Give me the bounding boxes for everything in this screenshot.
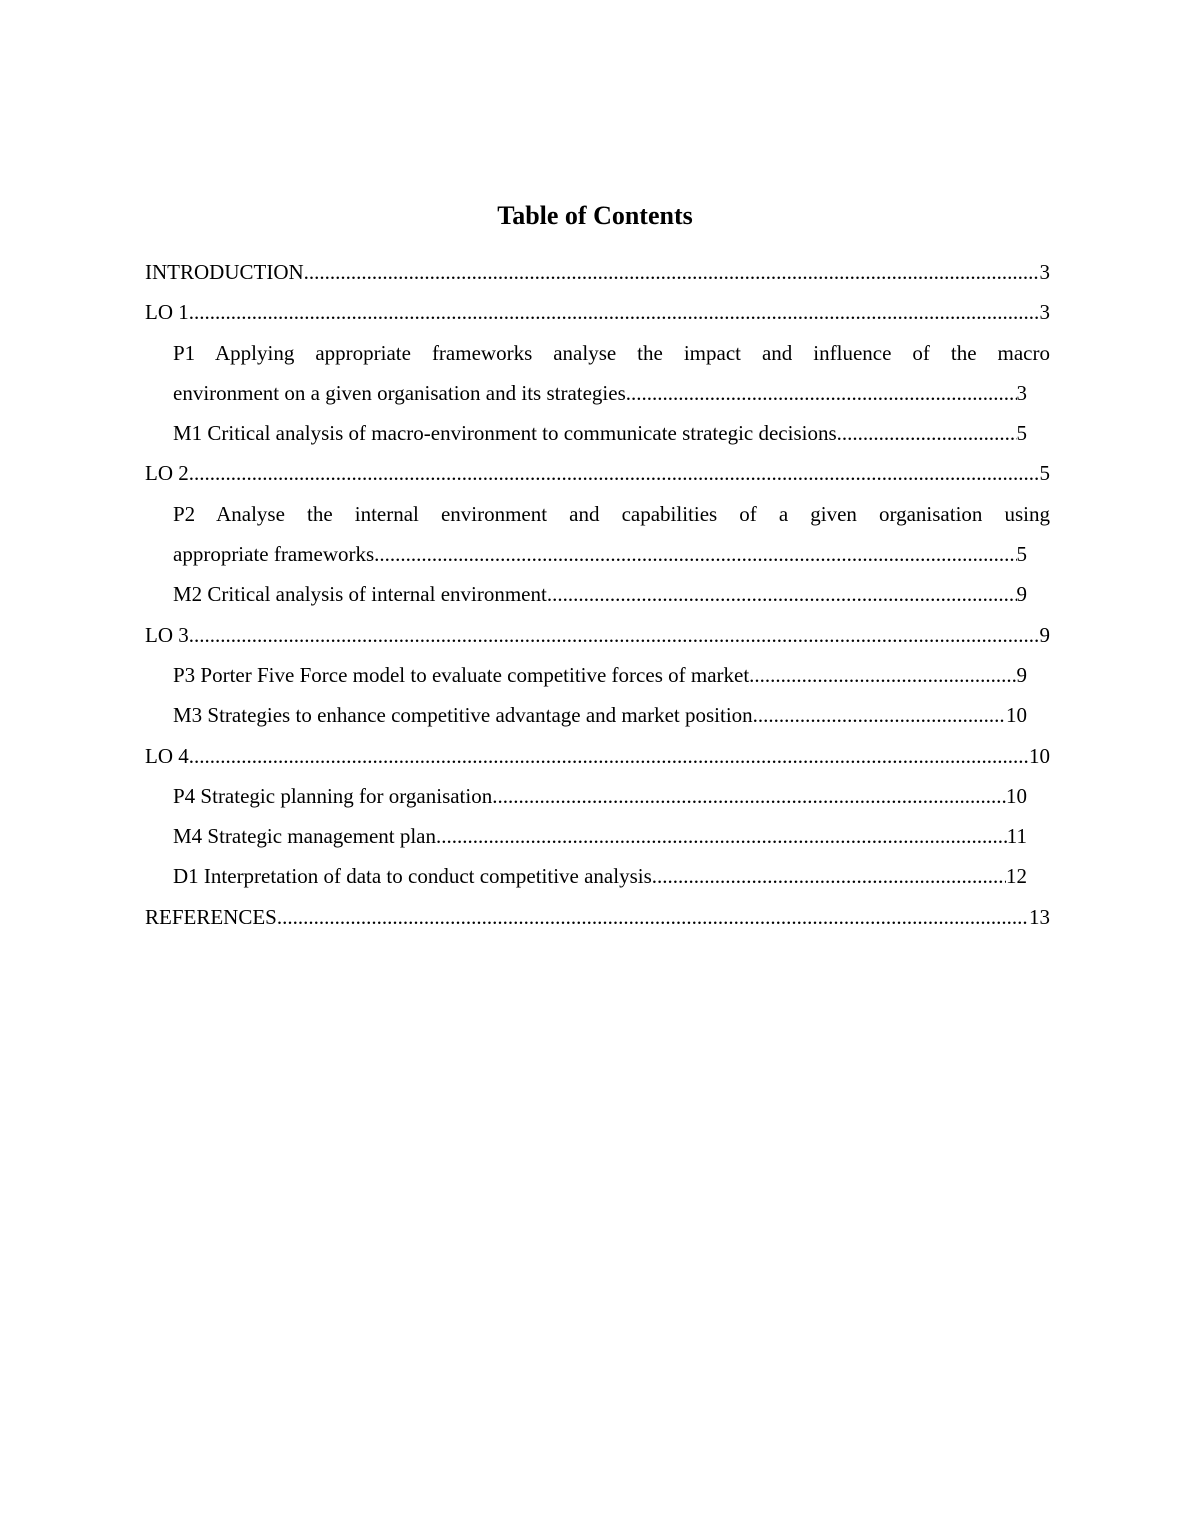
dot-leader [837, 416, 1017, 450]
dot-leader [374, 537, 1016, 571]
toc-entry-page: 5 [1016, 542, 1027, 567]
dot-leader [189, 456, 1040, 490]
toc-entry-page: 12 [1006, 864, 1027, 889]
toc-entry-page: 5 [1039, 461, 1050, 486]
dot-leader [652, 859, 1006, 893]
dot-leader [189, 295, 1040, 329]
dot-leader [277, 900, 1029, 934]
toc-entry-label: P3 Porter Five Force model to evaluate competitive forces of market [173, 662, 750, 687]
dot-leader [626, 376, 1017, 410]
toc-entry-m2[interactable] [173, 577, 1027, 617]
toc-entry-label: M4 Strategic management plan [173, 824, 437, 849]
toc-entry-m3[interactable] [173, 698, 1027, 738]
toc-entry-page: 3 [1039, 260, 1050, 284]
toc-entry-p4[interactable] [173, 779, 1027, 819]
toc-entry-page: 9 [1016, 582, 1027, 607]
toc-entry-label-line2: environment on a given organisation and its strategies [173, 380, 626, 405]
toc-entry-label: LO 4 [145, 743, 189, 768]
toc-entry-label: INTRODUCTION [145, 260, 304, 284]
toc-entry-page: 5 [1016, 421, 1027, 446]
toc-entry-d1[interactable] [173, 859, 1027, 899]
dot-leader [189, 618, 1040, 652]
toc-entry-page: 10 [1029, 743, 1050, 768]
toc-entry-label: P4 Strategic planning for organisation [173, 783, 493, 808]
toc-entry-label: LO 3 [145, 622, 189, 647]
toc-entry-label: M2 Critical analysis of internal environment [173, 582, 547, 607]
toc-entry-p2[interactable] [173, 497, 1050, 578]
toc-entry-m4[interactable] [173, 819, 1027, 859]
toc-entry-label-line1: P2 Analyse the internal environment and capabilities of a given organisation using [173, 501, 1050, 526]
toc-entry-page: 11 [1006, 824, 1027, 849]
toc-entry-m1[interactable] [173, 416, 1027, 456]
toc-entry-page: 9 [1039, 622, 1050, 647]
toc-entry-page: 10 [1006, 783, 1027, 808]
toc-entry-p1[interactable] [173, 336, 1050, 417]
toc-title: Table of Contents [497, 201, 693, 230]
toc-entry-label: REFERENCES [145, 904, 277, 929]
toc-entry-lo3[interactable] [145, 618, 1050, 658]
dot-leader [436, 819, 1007, 853]
toc-entry-page: 3 [1016, 380, 1027, 405]
toc-entry-references[interactable] [145, 900, 1050, 940]
dot-leader [492, 779, 1006, 813]
toc-entry-label-line2: appropriate frameworks [173, 542, 375, 567]
toc-entry-lo4[interactable] [145, 739, 1050, 779]
dot-leader [547, 577, 1017, 611]
toc-entry-label: LO 2 [145, 461, 189, 486]
dot-leader [304, 255, 1040, 289]
toc-entry-label: D1 Interpretation of data to conduct competitive analysis [173, 864, 652, 889]
toc-entry-label: LO 1 [145, 300, 189, 325]
dot-leader [189, 739, 1029, 773]
dot-leader [749, 658, 1016, 692]
toc-entry-label: M3 Strategies to enhance competitive advantage and market position [173, 703, 753, 728]
toc-entry-page: 10 [1006, 703, 1027, 728]
table-of-contents [145, 255, 1050, 940]
toc-entry-introduction[interactable] [145, 255, 1050, 295]
toc-entry-label: M1 Critical analysis of macro-environment to communicate strategic decisions [173, 421, 837, 446]
toc-entry-lo1[interactable] [145, 295, 1050, 335]
dot-leader [753, 698, 1006, 732]
toc-entry-page: 3 [1039, 300, 1050, 325]
toc-entry-lo2[interactable] [145, 456, 1050, 496]
toc-entry-page: 9 [1016, 662, 1027, 687]
toc-entry-page: 13 [1029, 904, 1050, 929]
toc-entry-p3[interactable] [173, 658, 1027, 698]
toc-entry-label-line1: P1 Applying appropriate frameworks analyse the impact and influence of the macro [173, 340, 1050, 365]
